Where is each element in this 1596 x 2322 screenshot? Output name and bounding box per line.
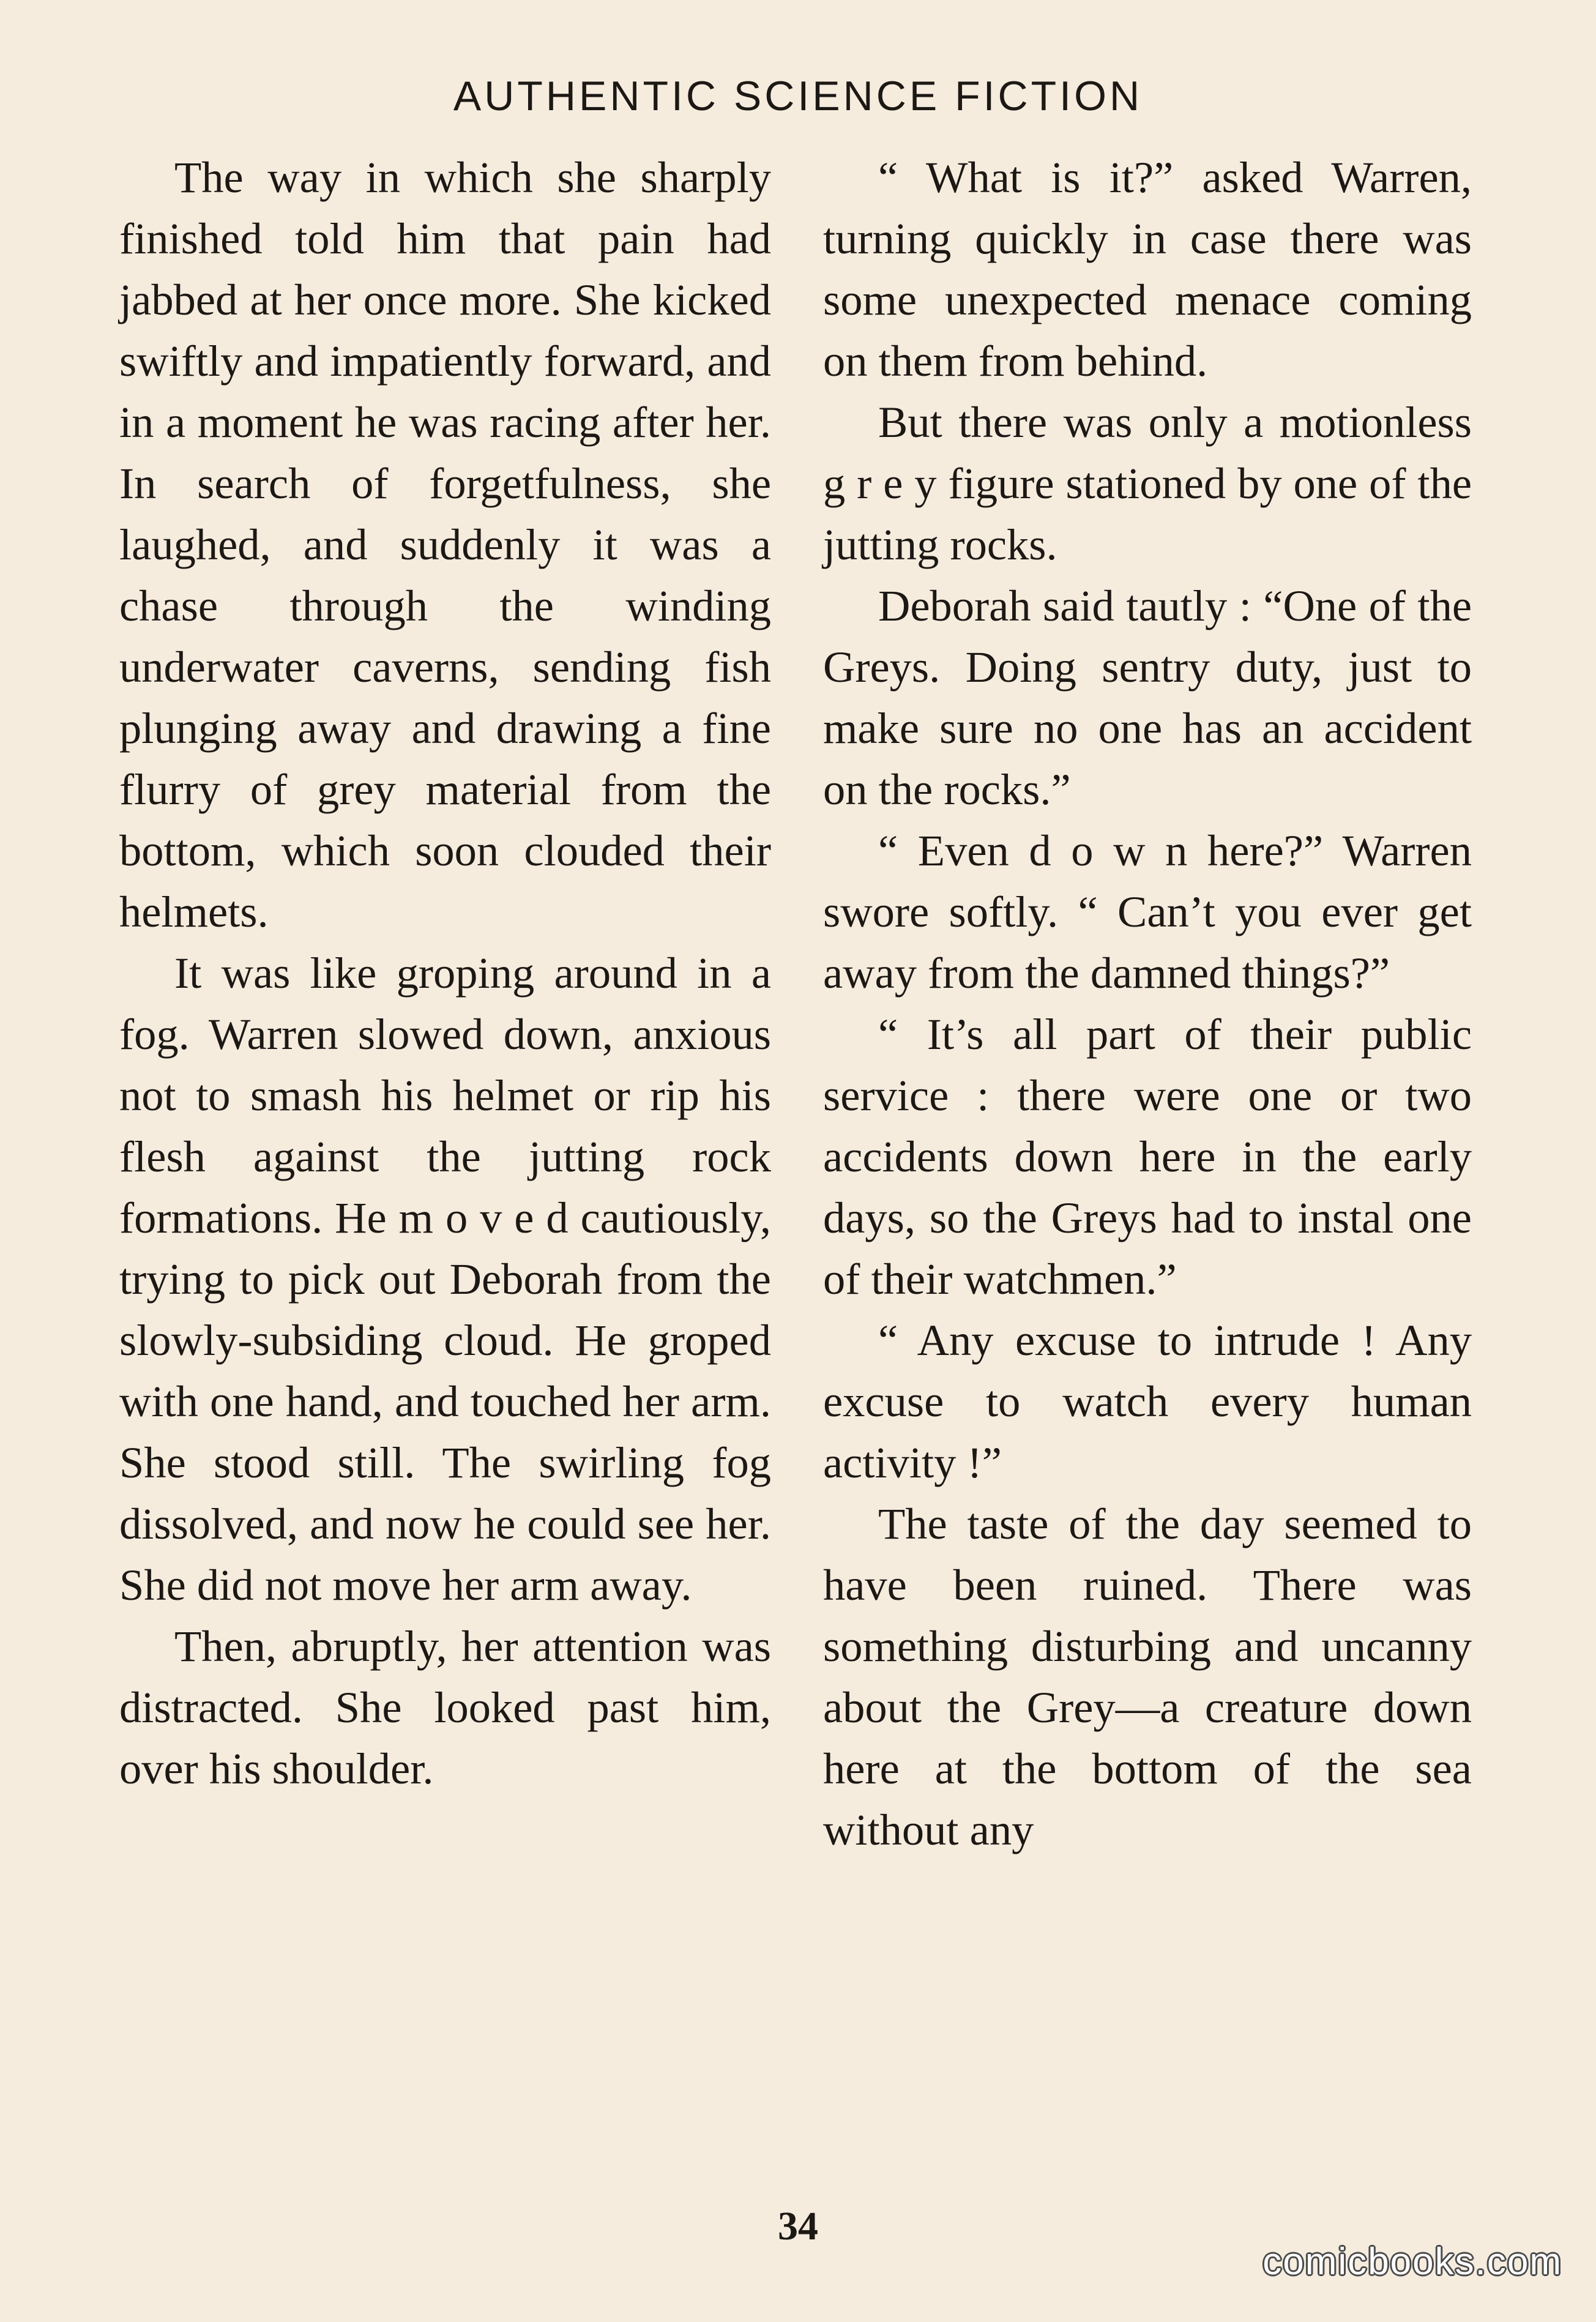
right-column	[823, 147, 1472, 1861]
paragraph: “ It’s all part of their public service : there were one or two accidents down here in the early days, so the Greys had to instal one of their watchmen.”	[823, 1009, 1472, 1304]
paragraph: The taste of the day seemed to have been ruined. There was something disturbing and uncanny about the Grey—a creature down here at the bottom of the sea without any	[823, 1499, 1472, 1854]
paragraph: “ What is it?” asked Warren, turning quickly in case there was some unexpected menace coming on them from behind.	[823, 152, 1472, 386]
paragraph: “ Any excuse to intrude ! Any excuse to watch every human activity !”	[823, 1315, 1472, 1487]
page-number: 34	[778, 2204, 818, 2249]
paragraph: Deborah said tautly : “One of the Greys. Doing sentry duty, just to make sure no one has an accident on the rocks.”	[823, 581, 1472, 814]
paragraph: Then, abruptly, her attention was distracted. She looked past him, over his shoulder.	[119, 1621, 771, 1793]
paragraph: The way in which she sharply finished told him that pain had jabbed at her once more. She kicked swiftly and impatiently forward, and in a moment he was racing after her. In search of forgetfulness, she laughed, and suddenly it was a chase through the winding underwater caverns, sending fish plunging away and drawing a fine flurry of grey material from the bottom, which soon clouded their helmets.	[119, 152, 771, 936]
paragraph: But there was only a motionless g r e y figure stationed by one of the jutting rocks.	[823, 397, 1472, 569]
site-watermark: comicbooks.com	[1262, 2241, 1562, 2283]
left-column	[119, 147, 771, 1799]
paragraph: It was like groping around in a fog. Warren slowed down, anxious not to smash his helmet or rip his flesh against the jutting rock formations. He m o v e d cautiously, trying to pick out Deborah from the slowly-subsiding cloud. He groped with one hand, and touched her arm. She stood still. The swirling fog dissolved, and now he could see her. She did not move her arm away.	[119, 948, 771, 1610]
paragraph: “ Even d o w n here?” Warren swore softly. “ Can’t you ever get away from the damned things?”	[823, 826, 1472, 998]
running-header: AUTHENTIC SCIENCE FICTION	[453, 73, 1143, 119]
